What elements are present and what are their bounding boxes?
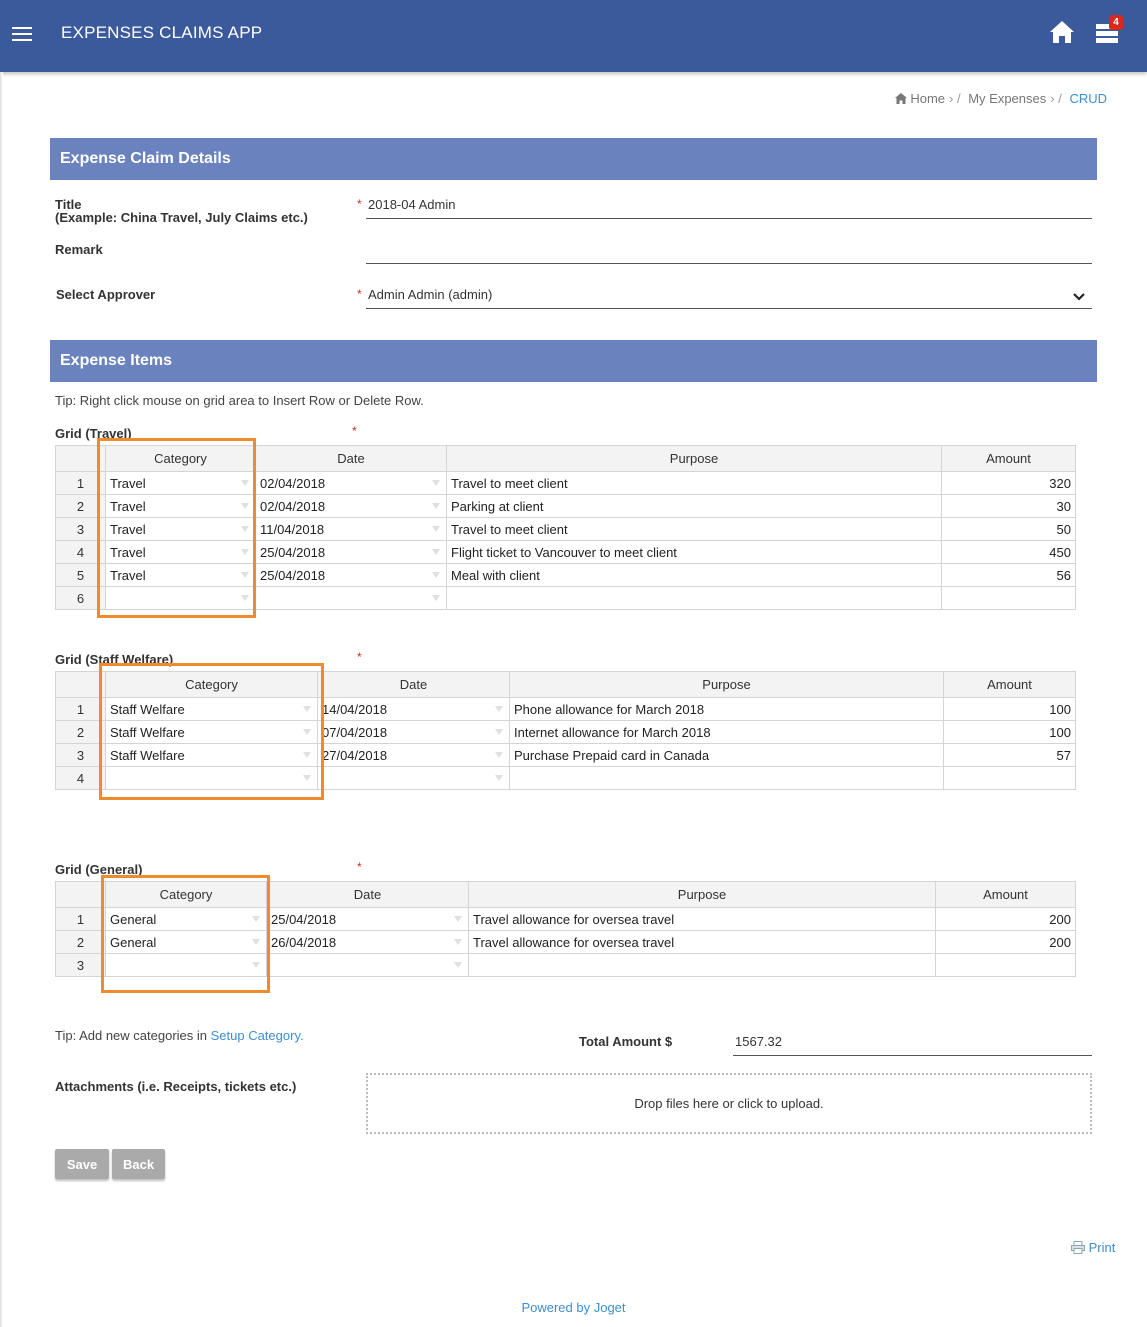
- col-header-amount: Amount: [942, 446, 1076, 472]
- date-cell[interactable]: [256, 587, 447, 610]
- date-cell-text: 02/04/2018: [260, 475, 326, 491]
- required-mark: *: [357, 650, 362, 664]
- category-cell-text: Travel: [110, 475, 146, 491]
- table-row[interactable]: [56, 698, 1076, 721]
- category-cell-text: Travel: [110, 567, 146, 583]
- row-number-text: 1: [76, 911, 85, 927]
- file-dropzone[interactable]: Drop files here or click to upload.: [366, 1073, 1092, 1134]
- col-header-date: Date: [267, 882, 469, 908]
- purpose-cell-text: Purchase Prepaid card in Canada: [514, 747, 710, 763]
- app-title: EXPENSES CLAIMS APP: [61, 23, 263, 42]
- date-cell[interactable]: [267, 931, 469, 954]
- row-number-text: 1: [76, 475, 85, 491]
- date-cell-text: 02/04/2018: [260, 498, 326, 514]
- row-number-text: 2: [76, 934, 85, 950]
- grid-corner: [56, 446, 106, 472]
- col-header-purpose: Purpose: [510, 672, 944, 698]
- category-cell[interactable]: [106, 908, 267, 931]
- app-header: [0, 0, 1147, 72]
- table-row[interactable]: [56, 908, 1076, 931]
- date-cell[interactable]: [256, 495, 447, 518]
- purpose-cell[interactable]: [510, 698, 944, 721]
- row-number: [56, 908, 106, 931]
- remark-underline: [366, 263, 1092, 264]
- amount-cell-text: 100: [1049, 724, 1071, 740]
- dropdown-arrow-icon[interactable]: [252, 962, 260, 968]
- grid-general-label: Grid (General): [55, 862, 143, 877]
- table-row[interactable]: [56, 587, 1076, 610]
- dropdown-arrow-icon[interactable]: [252, 939, 260, 945]
- required-mark: *: [357, 860, 362, 874]
- dropdown-arrow-icon[interactable]: [495, 775, 503, 781]
- amount-cell[interactable]: [942, 564, 1076, 587]
- grid-welfare-label: Grid (Staff Welfare): [55, 652, 174, 667]
- category-cell[interactable]: [106, 721, 318, 744]
- date-cell-text: 25/04/2018: [271, 911, 337, 927]
- date-cell[interactable]: [318, 744, 510, 767]
- date-cell-text: 14/04/2018: [322, 701, 388, 717]
- dropdown-arrow-icon[interactable]: [495, 729, 503, 735]
- dropdown-arrow-icon[interactable]: [454, 939, 462, 945]
- purpose-cell[interactable]: [447, 564, 942, 587]
- category-cell-text: General: [110, 911, 157, 927]
- purpose-cell[interactable]: [447, 541, 942, 564]
- row-number-text: 6: [76, 590, 85, 606]
- breadcrumb: Home › / My Expenses › / CRUD: [895, 91, 1107, 106]
- dropdown-arrow-icon[interactable]: [432, 572, 440, 578]
- date-cell[interactable]: [318, 721, 510, 744]
- dropdown-arrow-icon[interactable]: [432, 549, 440, 555]
- amount-cell-text: 200: [1049, 911, 1071, 927]
- category-cell[interactable]: [106, 954, 267, 977]
- amount-cell[interactable]: [936, 931, 1076, 954]
- category-cell-text: General: [110, 934, 157, 950]
- purpose-cell-text: Flight ticket to Vancouver to meet client: [451, 544, 677, 560]
- date-cell-text: 26/04/2018: [271, 934, 337, 950]
- amount-cell[interactable]: [936, 954, 1076, 977]
- category-cell[interactable]: [106, 744, 318, 767]
- total-amount-value: 1567.32: [735, 1034, 782, 1049]
- grid-tip: Tip: Right click mouse on grid area to Insert Row or Delete Row.: [55, 393, 424, 408]
- purpose-cell-text: Travel allowance for oversea travel: [473, 911, 675, 927]
- amount-cell-text: 57: [1056, 747, 1071, 763]
- dropdown-arrow-icon[interactable]: [241, 526, 249, 532]
- row-number-text: 3: [76, 521, 85, 537]
- remark-input[interactable]: [368, 242, 1088, 260]
- required-mark: *: [357, 287, 362, 301]
- title-input[interactable]: 2018-04 Admin: [368, 197, 456, 212]
- left-edge: [0, 72, 3, 1327]
- grid-travel[interactable]: [55, 445, 1076, 610]
- row-number-text: 3: [76, 957, 85, 973]
- date-cell[interactable]: [256, 564, 447, 587]
- dropdown-arrow-icon[interactable]: [241, 572, 249, 578]
- date-cell-text: 25/04/2018: [260, 544, 326, 560]
- approver-select[interactable]: Admin Admin (admin): [368, 287, 493, 302]
- row-number-text: 1: [76, 701, 85, 717]
- date-cell[interactable]: [318, 767, 510, 790]
- title-example: (Example: China Travel, July Claims etc.): [55, 210, 308, 225]
- amount-cell-text: 450: [1049, 544, 1071, 560]
- breadcrumb-home[interactable]: Home: [910, 91, 946, 106]
- dropdown-arrow-icon[interactable]: [454, 916, 462, 922]
- date-cell[interactable]: [267, 954, 469, 977]
- purpose-cell[interactable]: [447, 472, 942, 495]
- purpose-cell[interactable]: [447, 495, 942, 518]
- remark-label: Remark: [55, 242, 103, 257]
- title-label: Title: [55, 197, 82, 212]
- purpose-cell[interactable]: [469, 908, 936, 931]
- date-cell[interactable]: [256, 541, 447, 564]
- grid-corner: [56, 882, 106, 908]
- purpose-cell-text: Travel to meet client: [451, 475, 568, 491]
- amount-cell[interactable]: [936, 908, 1076, 931]
- home-small-icon: [895, 91, 911, 106]
- table-row[interactable]: [56, 931, 1076, 954]
- dropdown-arrow-icon[interactable]: [432, 595, 440, 601]
- col-header-purpose: Purpose: [447, 446, 942, 472]
- col-header-category: Category: [106, 446, 256, 472]
- category-cell-text: Staff Welfare: [110, 724, 185, 740]
- home-icon[interactable]: [1048, 19, 1076, 45]
- breadcrumb-my-expenses[interactable]: My Expenses: [968, 91, 1047, 106]
- amount-cell-text: 200: [1049, 934, 1071, 950]
- dropdown-arrow-icon[interactable]: [303, 706, 311, 712]
- amount-cell[interactable]: [944, 721, 1076, 744]
- amount-cell[interactable]: [942, 518, 1076, 541]
- date-cell-text: 11/04/2018: [260, 521, 325, 537]
- breadcrumb-current: CRUD: [1069, 91, 1107, 106]
- col-header-purpose: Purpose: [469, 882, 936, 908]
- category-cell[interactable]: [106, 587, 256, 610]
- setup-category-link[interactable]: Setup Category.: [210, 1028, 304, 1043]
- required-mark: *: [357, 197, 362, 211]
- row-number: [56, 472, 106, 495]
- row-number: [56, 587, 106, 610]
- amount-cell[interactable]: [942, 541, 1076, 564]
- col-header-category: Category: [106, 882, 267, 908]
- total-underline: [733, 1055, 1092, 1056]
- purpose-cell-text: Parking at client: [451, 498, 544, 514]
- date-cell[interactable]: [256, 472, 447, 495]
- required-mark: *: [352, 424, 357, 438]
- row-number-text: 4: [76, 544, 85, 560]
- purpose-cell[interactable]: [469, 931, 936, 954]
- purpose-cell[interactable]: [447, 518, 942, 541]
- category-cell-text: Staff Welfare: [110, 747, 185, 763]
- row-number: [56, 954, 106, 977]
- back-button[interactable]: Back: [112, 1149, 165, 1179]
- purpose-cell[interactable]: [447, 587, 942, 610]
- total-amount-label: Total Amount $: [579, 1034, 673, 1049]
- purpose-cell-text: Phone allowance for March 2018: [514, 701, 705, 717]
- purpose-cell[interactable]: [510, 767, 944, 790]
- col-header-category: Category: [106, 672, 318, 698]
- row-number: [56, 698, 106, 721]
- section-header-expense-items: Expense Items: [50, 340, 1097, 382]
- dropdown-arrow-icon[interactable]: [495, 706, 503, 712]
- save-button[interactable]: Save: [55, 1149, 109, 1179]
- inbox-count-badge: 4: [1109, 15, 1123, 30]
- grid-staff-welfare[interactable]: [55, 671, 1076, 790]
- row-number: [56, 541, 106, 564]
- amount-cell[interactable]: [942, 472, 1076, 495]
- dropdown-arrow-icon[interactable]: [303, 775, 311, 781]
- print-label: Print: [1088, 1240, 1116, 1255]
- category-cell-text: Travel: [110, 498, 146, 514]
- amount-cell[interactable]: [944, 744, 1076, 767]
- menu-icon[interactable]: [12, 27, 32, 41]
- category-cell[interactable]: [106, 541, 256, 564]
- category-cell[interactable]: [106, 518, 256, 541]
- dropdown-arrow-icon[interactable]: [303, 752, 311, 758]
- row-number: [56, 721, 106, 744]
- row-number-text: 2: [76, 498, 85, 514]
- approver-label: Select Approver: [56, 287, 156, 302]
- category-cell[interactable]: [106, 698, 318, 721]
- purpose-cell[interactable]: [510, 744, 944, 767]
- purpose-cell-text: Meal with client: [451, 567, 540, 583]
- purpose-cell-text: Travel to meet client: [451, 521, 568, 537]
- row-number-text: 4: [76, 770, 85, 786]
- dropdown-arrow-icon[interactable]: [454, 962, 462, 968]
- category-cell[interactable]: [106, 931, 267, 954]
- row-number: [56, 767, 106, 790]
- section-header-claim-details: Expense Claim Details: [50, 138, 1097, 180]
- amount-cell-text: 56: [1056, 567, 1071, 583]
- category-cell[interactable]: [106, 564, 256, 587]
- table-row[interactable]: [56, 744, 1076, 767]
- col-header-amount: Amount: [936, 882, 1076, 908]
- dropdown-arrow-icon[interactable]: [432, 526, 440, 532]
- grid-travel-label: Grid (Travel): [55, 426, 132, 441]
- col-header-date: Date: [318, 672, 510, 698]
- table-row[interactable]: [56, 472, 1076, 495]
- row-number-text: 3: [76, 747, 85, 763]
- printer-icon: [1071, 1240, 1089, 1255]
- category-tip: [55, 1028, 304, 1043]
- chevron-down-icon[interactable]: [1072, 289, 1086, 307]
- category-tip-text: Tip: Add new categories in: [55, 1028, 211, 1043]
- dropdown-arrow-icon[interactable]: [432, 503, 440, 509]
- amount-cell[interactable]: [944, 767, 1076, 790]
- row-number: [56, 564, 106, 587]
- date-cell[interactable]: [318, 698, 510, 721]
- dropdown-arrow-icon[interactable]: [241, 549, 249, 555]
- grid-general[interactable]: [55, 881, 1076, 977]
- purpose-cell-text: Travel allowance for oversea travel: [473, 934, 675, 950]
- table-row[interactable]: [56, 767, 1076, 790]
- table-row[interactable]: [56, 541, 1076, 564]
- category-cell[interactable]: [106, 767, 318, 790]
- amount-cell[interactable]: [944, 698, 1076, 721]
- amount-cell-text: 50: [1056, 521, 1071, 537]
- date-cell-text: 25/04/2018: [260, 567, 326, 583]
- col-header-amount: Amount: [944, 672, 1076, 698]
- amount-cell-text: 100: [1049, 701, 1071, 717]
- date-cell-text: 27/04/2018: [322, 747, 388, 763]
- dropdown-arrow-icon[interactable]: [252, 916, 260, 922]
- dropdown-arrow-icon[interactable]: [241, 480, 249, 486]
- amount-cell[interactable]: [942, 495, 1076, 518]
- row-number-text: 2: [76, 724, 85, 740]
- category-cell-text: Travel: [110, 521, 146, 537]
- table-row[interactable]: [56, 518, 1076, 541]
- date-cell-text: 07/04/2018: [322, 724, 388, 740]
- grid-corner: [56, 672, 106, 698]
- category-cell-text: Staff Welfare: [110, 701, 185, 717]
- table-row[interactable]: [56, 954, 1076, 977]
- purpose-cell[interactable]: [469, 954, 936, 977]
- table-row[interactable]: [56, 721, 1076, 744]
- amount-cell-text: 30: [1056, 498, 1071, 514]
- row-number: [56, 495, 106, 518]
- attachments-label: Attachments (i.e. Receipts, tickets etc.): [55, 1079, 297, 1094]
- row-number: [56, 744, 106, 767]
- print-link[interactable]: [1071, 1240, 1115, 1255]
- dropdown-arrow-icon[interactable]: [495, 752, 503, 758]
- row-number: [56, 518, 106, 541]
- dropdown-arrow-icon[interactable]: [432, 480, 440, 486]
- row-number-text: 5: [76, 567, 85, 583]
- category-cell-text: Travel: [110, 544, 146, 560]
- table-row[interactable]: [56, 495, 1076, 518]
- dropdown-arrow-icon[interactable]: [241, 503, 249, 509]
- dropdown-arrow-icon[interactable]: [241, 595, 249, 601]
- date-cell[interactable]: [256, 518, 447, 541]
- title-underline: [366, 218, 1092, 219]
- dropdown-arrow-icon[interactable]: [303, 729, 311, 735]
- table-row[interactable]: [56, 564, 1076, 587]
- amount-cell-text: 320: [1049, 475, 1071, 491]
- col-header-date: Date: [256, 446, 447, 472]
- category-cell[interactable]: [106, 495, 256, 518]
- category-cell[interactable]: [106, 472, 256, 495]
- row-number: [56, 931, 106, 954]
- purpose-cell-text: Internet allowance for March 2018: [514, 724, 711, 740]
- footer-powered-by[interactable]: Powered by Joget: [521, 1300, 626, 1315]
- purpose-cell[interactable]: [510, 721, 944, 744]
- amount-cell[interactable]: [942, 587, 1076, 610]
- approver-underline: [366, 308, 1092, 309]
- date-cell[interactable]: [267, 908, 469, 931]
